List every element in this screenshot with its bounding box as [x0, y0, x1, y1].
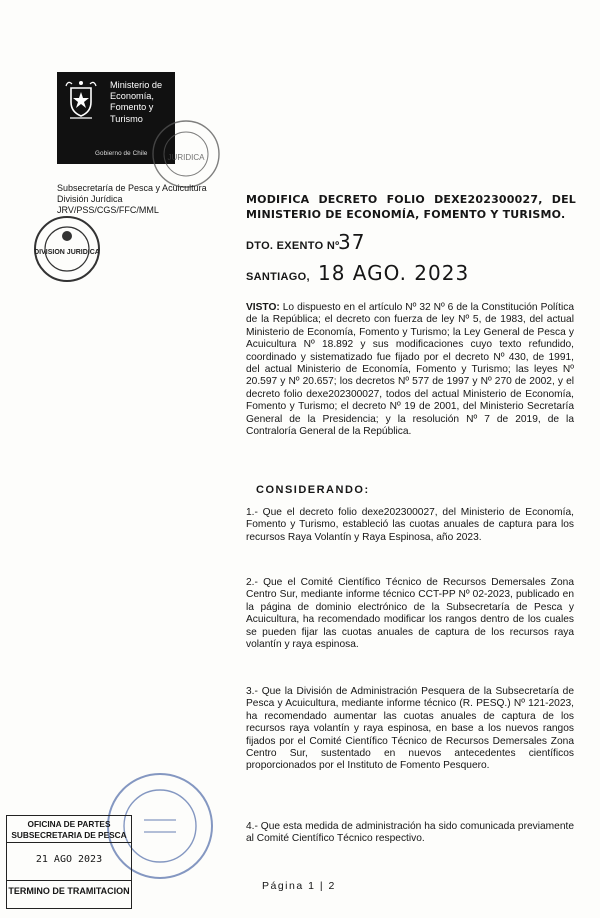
juridica-seal-top-text: JURIDICA — [167, 153, 205, 162]
coat-of-arms-icon — [64, 78, 98, 120]
considerando-item-1: 1.- Que el decreto folio dexe202300027, del Ministerio de Economía, Fomento y Turismo, estableció las cuotas anuales de captura para los recursos Raya Volantín y Raya Espinosa, año 2023. — [246, 507, 574, 543]
office-stamp-line-1: OFICINA DE PARTES — [27, 819, 111, 829]
division-label: División Jurídica — [57, 194, 123, 204]
office-stamp-divider — [7, 842, 131, 843]
ministry-name-line: Economía, — [110, 91, 154, 102]
decree-date: 18 AGO. 2023 — [318, 261, 470, 285]
considerando-item-2: 2.- Que el Comité Científico Técnico de Recursos Demersales Zona Centro Sur, mediante informe técnico CCT-PP Nº 02-2023, publicado en la página de dominio electrónico de la Subsecretaría de Pesca y Acuicultura, ha recomendado modificar los rangos dentro de los cuales se pueden fijar las cuotas anuales de captura de los recursos raya volantín y raya espinosa. — [246, 577, 574, 651]
juridica-seal-top — [150, 118, 222, 190]
visto-label: VISTO: — [246, 302, 280, 313]
office-stamp-line-2: SUBSECRETARIA DE PESCA — [11, 830, 127, 840]
considerando-item-4: 4.- Que esta medida de administración ha sido comunicada previamente al Comité Científico Técnico respectivo. — [246, 821, 574, 845]
office-stamp-date — [7, 854, 131, 865]
decree-number: 37 — [338, 230, 366, 254]
office-stamp — [6, 815, 132, 909]
document-title: MODIFICA DECRETO FOLIO DEXE202300027, DEL MINISTERIO DE ECONOMÍA, FOMENTO Y TURISMO. — [246, 193, 576, 221]
ministry-name-line: Turismo — [110, 113, 143, 124]
initials-label: JRV/PSS/CGS/FFC/MML — [57, 205, 159, 215]
office-stamp-divider — [7, 880, 131, 881]
page-number: Página 1 | 2 — [262, 880, 336, 892]
government-line: Gobierno de Chile — [95, 150, 148, 157]
considerando-item-3: 3.- Que la División de Administración Pesquera de la Subsecretaría de Pesca y Acuicultura, mediante informe técnico (R. PESQ.) Nº 121-2023, ha recomendado aumentar las cuotas anuales de captura de los recursos raya volantín y raya espinosa, en base a los nuevos rangos fijados por el Comité Científico Técnico de Recursos Demersales Zona Centro Sur, sustentado en nuevos antecedentes científicos proporcionados por el Instituto de Fomento Pesquero. — [246, 686, 574, 772]
division-juridica-seal — [32, 214, 102, 284]
ministry-name-line: Fomento y — [110, 102, 154, 113]
considerando-heading: CONSIDERANDO: — [256, 484, 370, 496]
place-label: SANTIAGO, — [246, 271, 310, 283]
visto-paragraph — [246, 302, 574, 438]
office-stamp-line-3: TERMINO DE TRAMITACION — [8, 886, 130, 896]
visto-text: Lo dispuesto en el artículo Nº 32 Nº 6 de la Constitución Política de la República; el decreto con fuerza de ley Nº 5, de 1983, del actual Ministerio de Economía, Fomento y Turismo; la Ley General de Pesca y Acuicultura Nº 18.892 y sus modificaciones cuyo texto refundido, coordinado y sistematizado fue fijado por el decreto Nº 430, de 1991, del actual Ministerio de Economía, Fomento y Turismo; las leyes Nº 20.597 y Nº 20.657; los decretos Nº 577 de 1997 y Nº 270 de 2002, y el decreto folio dexe202300027, todos del actual Ministerio de Economía, Fomento y Turismo; el decreto Nº 19 de 2001, del Ministerio Secretaría General de la Presidencia; y la resolución Nº 7 de 2019, de la Contraloría General de la República. — [246, 302, 574, 438]
ministry-name-line: Ministerio de — [110, 80, 163, 90]
division-juridica-seal-text: DIVISION JURIDICA — [34, 249, 100, 256]
decree-label: DTO. EXENTO Nº — [246, 240, 340, 252]
office-stamp-date-text: 21 AGO 2023 — [35, 854, 103, 865]
subsecretaria-label: Subsecretaría de Pesca y Acuicultura — [57, 183, 207, 193]
